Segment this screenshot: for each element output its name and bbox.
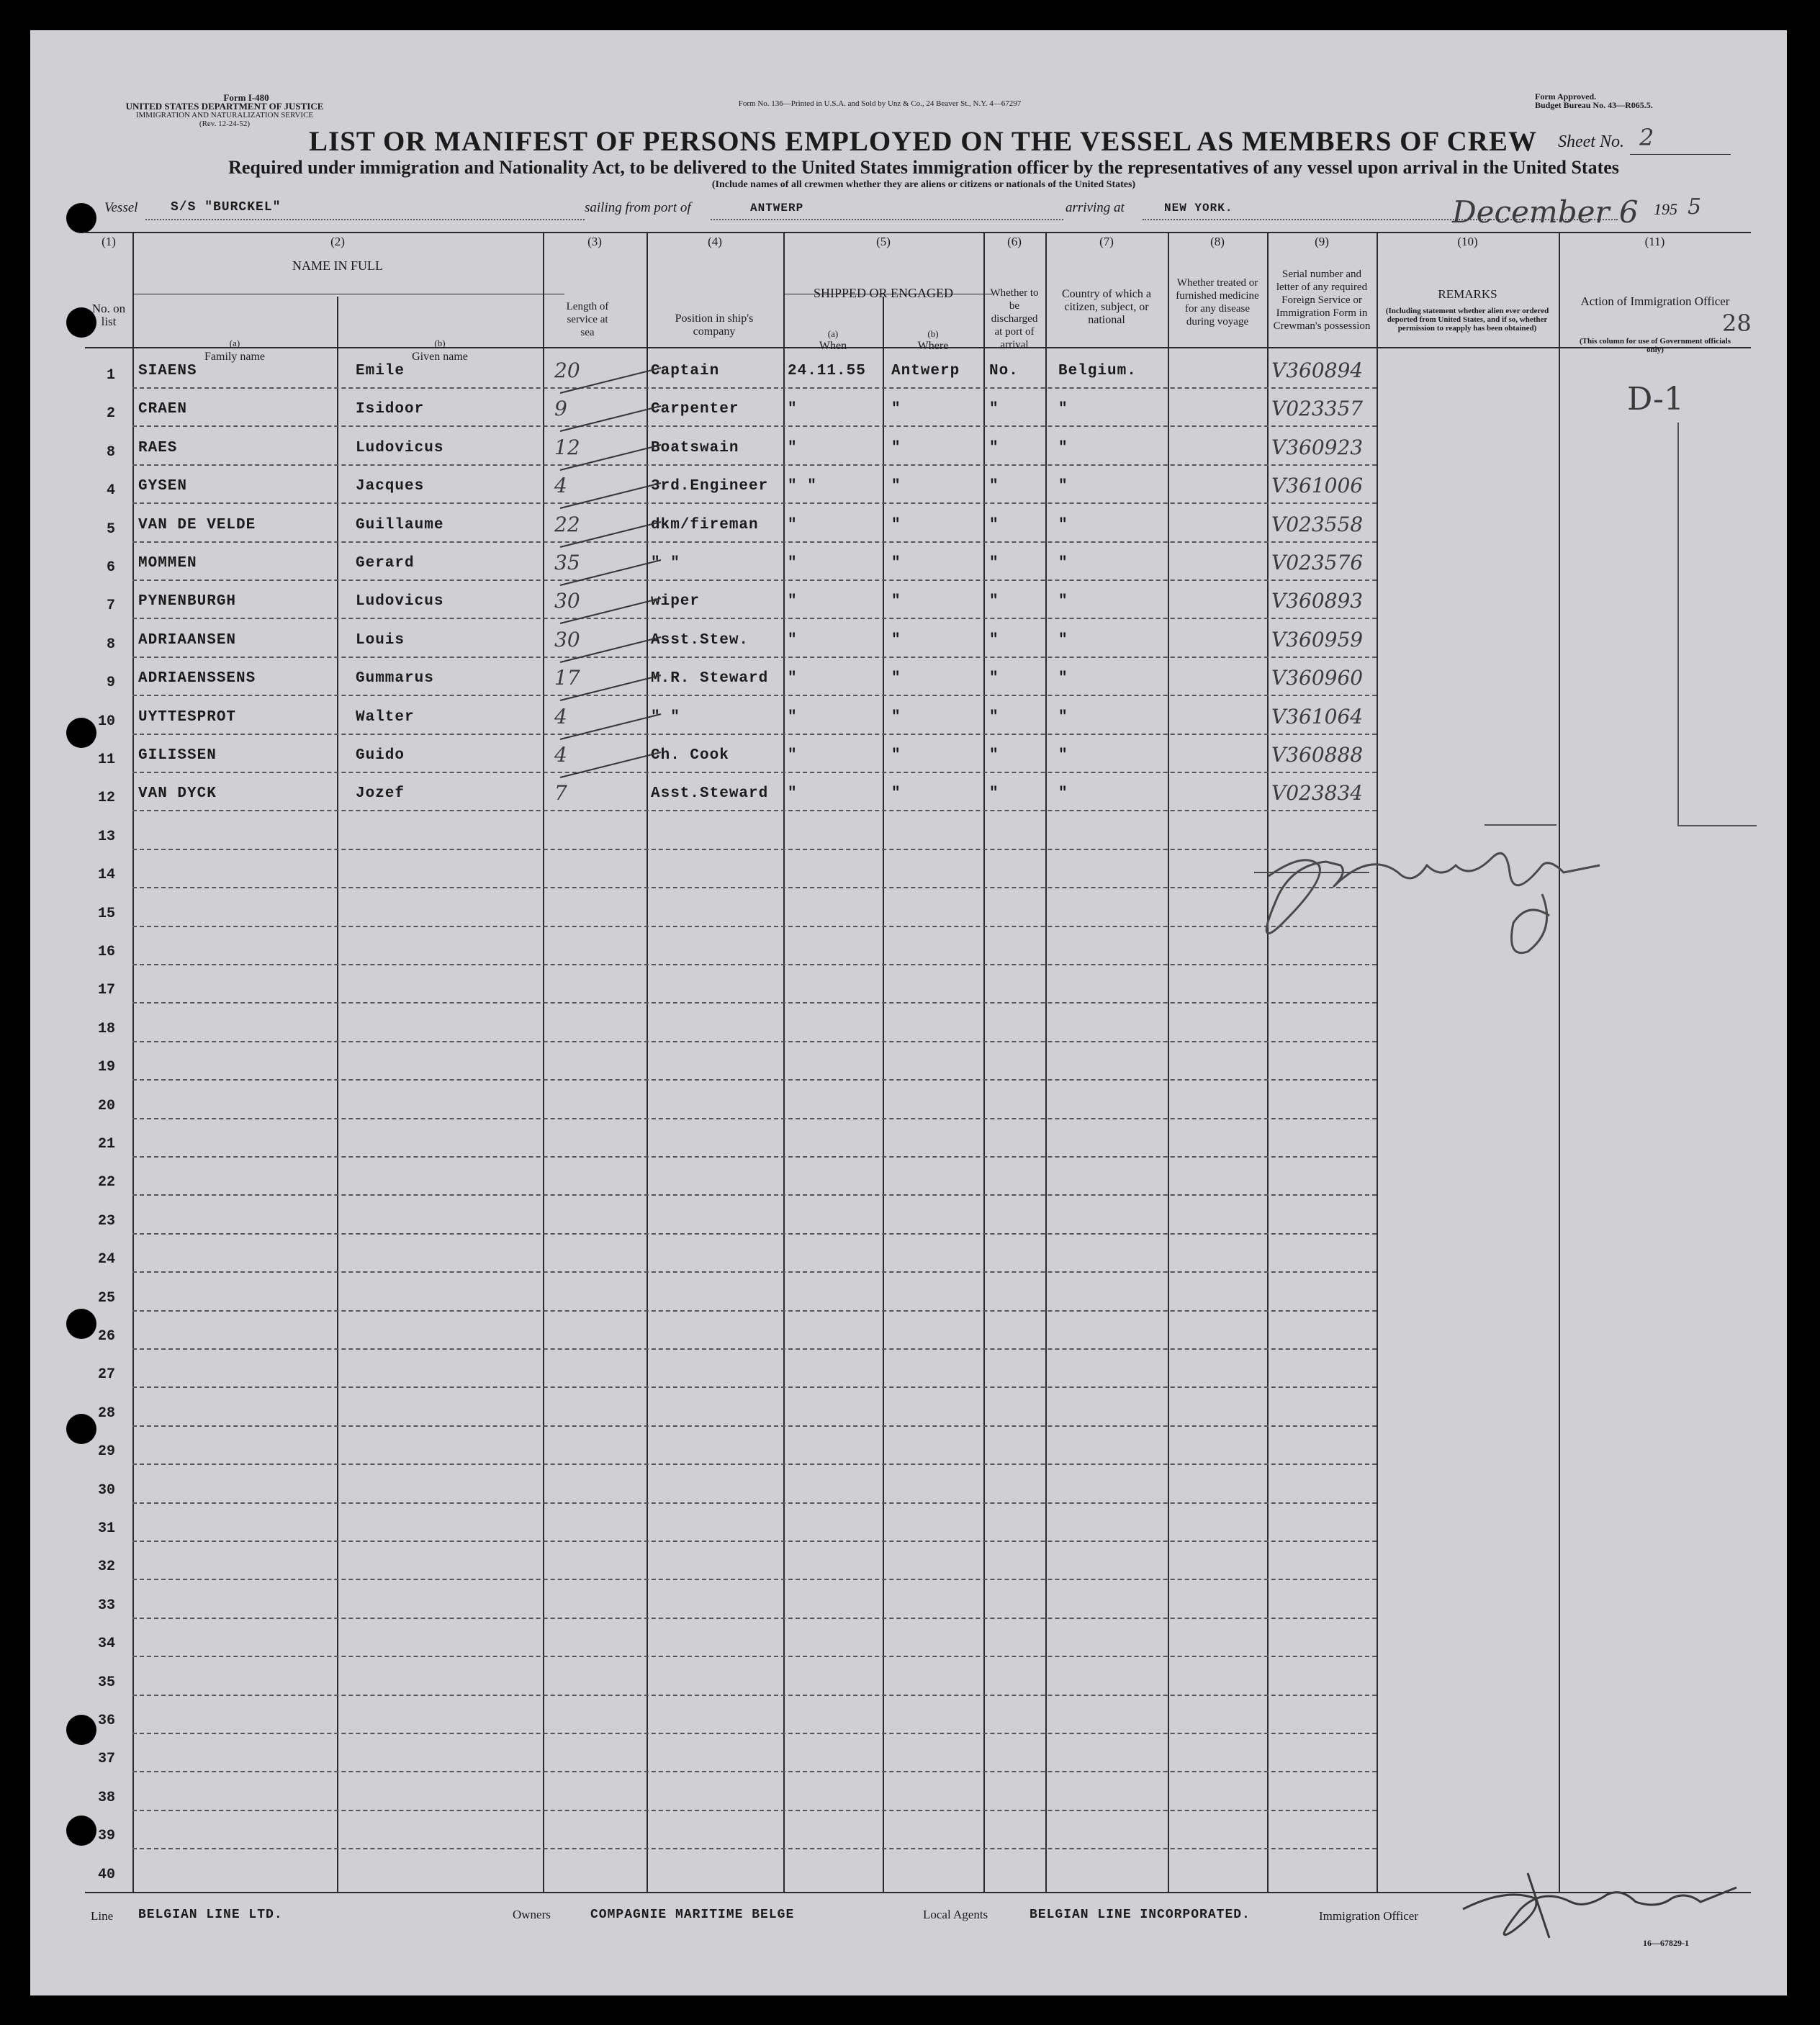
col-rule [1267, 232, 1269, 1892]
position-cell: " " [651, 555, 680, 572]
row-rule [132, 1618, 1377, 1619]
length-tick-mark [553, 518, 668, 554]
row-rule [132, 657, 1377, 658]
shipped-when-cell: " [788, 593, 798, 610]
country-cell: " [1058, 555, 1068, 572]
row-rule [132, 1848, 1377, 1849]
column-number: (6) [1007, 235, 1022, 248]
row-rule [132, 964, 1377, 965]
vessel-name: S/S "BURCKEL" [171, 200, 281, 215]
arriving-port: NEW YORK. [1164, 202, 1233, 215]
length-service-cell: 7 [554, 781, 567, 806]
arrival-date: December 6 [1452, 194, 1639, 230]
row-number: 7 [106, 597, 115, 615]
length-tick-mark [553, 595, 668, 631]
action-mark: D-1 [1627, 381, 1684, 418]
shipped-when-cell: " [788, 555, 798, 572]
serial-number-cell: V023576 [1271, 551, 1364, 574]
length-service-cell: 4 [554, 704, 567, 729]
row-rule [132, 541, 1377, 543]
department: UNITED STATES DEPARTMENT OF JUSTICE [125, 101, 324, 112]
given-name-cell: Jozef [356, 785, 405, 803]
discharged-cell: " [989, 631, 999, 649]
shipped-where-cell: " [891, 439, 901, 456]
position-cell: Asst.Stew. [651, 631, 749, 649]
shipped-where-cell: " [891, 670, 901, 687]
given-name-cell: Jacques [356, 478, 425, 495]
length-service-cell: 4 [554, 474, 567, 498]
sheet-underline [1630, 154, 1731, 155]
sailing-label: sailing from port of [585, 200, 691, 215]
header-serial: Serial number and letter of any required Foreign Service or Immigration Form in Crewman's possession [1273, 269, 1371, 332]
family-name-cell: RAES [138, 439, 178, 456]
serial-number-cell: V360888 [1271, 743, 1364, 767]
margin-number: 28 [1722, 310, 1752, 337]
shipped-where-cell: " [891, 747, 901, 764]
header-length-service: Length of service at sea [566, 301, 609, 338]
header-position: Position in ship's company [675, 312, 754, 338]
position-cell: Asst.Steward [651, 785, 769, 803]
row-rule [132, 1695, 1377, 1696]
row-number: 8 [106, 443, 115, 461]
header-b-label: (b) [434, 338, 446, 348]
length-service-cell: 17 [554, 666, 580, 690]
row-number: 8 [106, 636, 115, 653]
row-number: 12 [97, 790, 115, 807]
footer-owners-value: COMPAGNIE MARITIME BELGE [590, 1908, 795, 1922]
serial-number-cell: V361064 [1271, 704, 1364, 729]
row-number: 25 [97, 1289, 115, 1307]
country-cell: " [1058, 785, 1068, 803]
row-rule [132, 1425, 1377, 1427]
column-number: (9) [1315, 235, 1329, 248]
family-name-cell: VAN DYCK [138, 785, 217, 803]
position-cell: wiper [651, 593, 700, 610]
country-cell: " [1058, 401, 1068, 418]
row-rule [132, 1463, 1377, 1465]
shipped-when-cell: " [788, 401, 798, 418]
row-rule [132, 1156, 1377, 1158]
length-tick-mark [553, 479, 668, 515]
col-rule [1377, 232, 1378, 1892]
row-rule [132, 887, 1377, 888]
header-country: Country of which a citizen, subject, or national [1062, 288, 1151, 326]
row-number: 20 [97, 1097, 115, 1114]
serial-number-cell: V360894 [1271, 358, 1364, 382]
header-name-in-full: NAME IN FULL [292, 258, 383, 273]
discharged-cell: " [989, 439, 999, 456]
header-when-label: (a) [827, 328, 839, 339]
column-number: (11) [1644, 235, 1665, 248]
row-rule [132, 810, 1377, 811]
col-rule [1559, 232, 1560, 1892]
row-number: 24 [97, 1251, 115, 1268]
footer-signature [1449, 1859, 1751, 1952]
row-rule [132, 425, 1377, 427]
row-number: 29 [97, 1443, 115, 1461]
serial-number-cell: V023357 [1271, 397, 1364, 421]
row-rule [132, 1579, 1377, 1580]
discharged-cell: " [989, 708, 999, 726]
serial-number-cell: V361006 [1271, 474, 1364, 498]
row-number: 10 [97, 713, 115, 730]
row-rule [132, 1194, 1377, 1196]
length-service-cell: 12 [554, 435, 580, 459]
row-number: 38 [97, 1789, 115, 1806]
row-number: 5 [106, 520, 115, 538]
shipped-where-cell: " [891, 478, 901, 495]
position-cell: M.R. Steward [651, 670, 769, 687]
row-number: 34 [97, 1636, 115, 1653]
serial-number-cell: V360923 [1271, 435, 1364, 459]
length-tick-mark [553, 364, 668, 400]
row-rule [132, 464, 1377, 466]
footer-line-label: Line [91, 1909, 114, 1923]
shipped-where-cell: " [891, 785, 901, 803]
revision: (Rev. 12-24-52) [199, 119, 251, 128]
column-number: (3) [587, 235, 602, 248]
row-number: 22 [97, 1174, 115, 1191]
row-rule [132, 772, 1377, 773]
row-rule [132, 695, 1377, 696]
row-number: 36 [97, 1713, 115, 1729]
shipped-where-cell: " [891, 555, 901, 572]
shipped-when-cell: " [788, 631, 798, 649]
row-number: 4 [106, 482, 115, 500]
row-number: 33 [97, 1597, 115, 1614]
row-number: 16 [97, 944, 115, 960]
header-given-name: Given name [412, 351, 468, 363]
header-medicine: Whether treated or furnished medicine for any disease during voyage [1176, 277, 1259, 328]
length-tick-mark [553, 633, 668, 669]
row-rule [132, 1386, 1377, 1388]
length-tick-mark [553, 556, 668, 592]
row-rule [132, 1271, 1377, 1273]
col-rule [783, 232, 785, 1892]
family-name-cell: UYTTESPROT [138, 708, 237, 726]
row-number: 9 [106, 675, 115, 692]
discharged-cell: " [989, 401, 999, 418]
discharged-cell: " [989, 555, 999, 572]
row-rule [132, 1733, 1377, 1734]
form-id: Form I-480 [223, 92, 269, 103]
row-number: 17 [97, 982, 115, 999]
position-cell: Carpenter [651, 401, 739, 418]
sailing-port: ANTWERP [750, 202, 804, 215]
length-tick-mark [553, 672, 668, 708]
position-cell: Boatswain [651, 439, 739, 456]
header-remarks: REMARKS [1438, 287, 1497, 301]
given-name-cell: Ludovicus [356, 593, 444, 610]
column-number: (4) [708, 235, 722, 248]
row-rule [132, 1041, 1377, 1042]
family-name-cell: GYSEN [138, 478, 188, 495]
row-rule [132, 1656, 1377, 1657]
position-cell: Captain [651, 363, 720, 379]
country-cell: " [1058, 516, 1068, 533]
header-where-label: (b) [927, 328, 939, 339]
action-bracket-foot [1677, 825, 1757, 826]
length-service-cell: 9 [554, 397, 567, 421]
col-rule [543, 232, 544, 1892]
row-number: 27 [97, 1366, 115, 1384]
length-service-cell: 30 [554, 627, 580, 651]
budget-bureau: Budget Bureau No. 43—R065.5. [1535, 100, 1653, 110]
given-name-cell: Guido [356, 747, 405, 764]
column-number: (7) [1099, 235, 1114, 248]
length-service-cell: 4 [554, 743, 567, 767]
manifest-subnote: (Include names of all crewmen whether they are aliens or citizens or nationals of the United States) [711, 179, 1136, 190]
country-cell: " [1058, 747, 1068, 764]
serial-number-cell: V360893 [1271, 589, 1364, 613]
row-number: 15 [97, 905, 115, 922]
table-top-rule [85, 232, 1751, 233]
given-name-cell: Gerard [356, 555, 415, 572]
header-discharged: Whether to be discharged at port of arrival [990, 287, 1039, 351]
given-name-cell: Guillaume [356, 516, 444, 533]
column-number: (5) [876, 235, 891, 248]
length-tick-mark [553, 441, 668, 477]
length-service-cell: 30 [554, 589, 580, 613]
sheet-label: Sheet No. [1558, 132, 1624, 151]
row-number: 31 [97, 1520, 115, 1537]
given-name-cell: Gummarus [356, 670, 434, 687]
year-digit: 5 [1688, 194, 1702, 220]
column-number: (8) [1210, 235, 1225, 248]
position-cell: dkm/fireman [651, 516, 759, 533]
printer-note: Form No. 136—Printed in U.S.A. and Sold by Unz & Co., 24 Beaver St., N.Y. 4—67297 [738, 99, 1022, 108]
given-name-cell: Emile [356, 363, 405, 379]
row-number: 1 [106, 367, 115, 384]
position-cell: Ch. Cook [651, 747, 729, 764]
col-rule [983, 232, 985, 1892]
header-shipped: SHIPPED OR ENGAGED [813, 286, 953, 300]
row-rule [132, 502, 1377, 504]
manifest-page [30, 30, 1787, 1995]
col-rule [337, 297, 338, 1892]
row-rule [132, 1310, 1377, 1312]
length-service-cell: 22 [554, 512, 580, 536]
row-rule [132, 1233, 1377, 1235]
given-name-cell: Louis [356, 631, 405, 649]
row-number: 39 [97, 1828, 115, 1845]
row-number: 26 [97, 1328, 115, 1345]
year-prefix: 195 [1654, 200, 1677, 218]
column-number: (10) [1457, 235, 1478, 248]
row-rule [132, 1810, 1377, 1811]
row-number: 19 [97, 1059, 115, 1076]
shipped-when-cell: " " [788, 478, 817, 495]
shipped-when-cell: " [788, 747, 798, 764]
shipped-where-cell: " [891, 593, 901, 610]
footer-owners-label: Owners [513, 1908, 551, 1921]
row-number: 30 [97, 1481, 115, 1499]
row-number: 35 [97, 1674, 115, 1691]
row-rule [132, 1118, 1377, 1119]
discharged-cell: " [989, 478, 999, 495]
row-rule [132, 1771, 1377, 1772]
position-cell: 3rd.Engineer [651, 478, 769, 495]
row-rule [132, 1541, 1377, 1542]
row-rule [132, 849, 1377, 850]
length-tick-mark [553, 711, 668, 747]
row-number: 2 [106, 405, 115, 423]
row-number: 23 [97, 1212, 115, 1230]
col-rule [1168, 232, 1169, 1892]
shipped-when-cell: " [788, 670, 798, 687]
shipped-where-cell: " [891, 631, 901, 649]
sheet-number: 2 [1639, 124, 1654, 151]
row-rule [132, 1348, 1377, 1350]
country-cell: " [1058, 708, 1068, 726]
footer-form-code: 16—67829-1 [1643, 1938, 1689, 1948]
manifest-subtitle: Required under immigration and Nationality Act, to be delivered to the United States immigration officer by the representatives of any vessel upon arrival in the United States [228, 157, 1619, 178]
sailing-rule [711, 219, 1063, 220]
row-rule [132, 1002, 1377, 1004]
country-cell: " [1058, 631, 1068, 649]
row-rule [132, 926, 1377, 927]
discharged-cell: No. [989, 363, 1019, 379]
header-when: When [819, 340, 847, 352]
length-tick-mark [553, 749, 668, 785]
header-action-note: (This column for use of Government officials only) [1579, 337, 1731, 354]
discharged-cell: " [989, 593, 999, 610]
family-name-cell: GILISSEN [138, 747, 217, 764]
footer-line-value: BELGIAN LINE LTD. [138, 1908, 283, 1922]
col-rule [1045, 232, 1047, 1892]
family-name-cell: PYNENBURGH [138, 593, 237, 610]
row-number: 28 [97, 1404, 115, 1422]
column-number: (2) [330, 235, 345, 248]
punch-hole [66, 203, 96, 233]
shipped-where-cell: " [891, 401, 901, 418]
row-number: 18 [97, 1020, 115, 1037]
family-name-cell: VAN DE VELDE [138, 516, 256, 533]
header-a-label: (a) [229, 338, 240, 348]
country-cell: " [1058, 593, 1068, 610]
discharged-cell: " [989, 516, 999, 533]
country-cell: " [1058, 670, 1068, 687]
row-rule [132, 618, 1377, 619]
row-number: 6 [106, 559, 115, 576]
serial-number-cell: V360960 [1271, 666, 1364, 690]
shipped-when-cell: 24.11.55 [788, 363, 866, 379]
approval-note: Form Approved. [1535, 91, 1597, 102]
family-name-cell: CRAEN [138, 401, 188, 418]
manifest-title: LIST OR MANIFEST OF PERSONS EMPLOYED ON THE VESSEL AS MEMBERS OF CREW [309, 126, 1537, 157]
discharged-cell: " [989, 670, 999, 687]
family-name-cell: ADRIAANSEN [138, 631, 237, 649]
serial-number-cell: V023558 [1271, 512, 1364, 536]
length-service-cell: 20 [554, 358, 580, 382]
row-rule [132, 734, 1377, 735]
row-rule [132, 1502, 1377, 1504]
col-rule [883, 297, 884, 1892]
column-number: (1) [102, 235, 116, 248]
header-action: Action of Immigration Officer [1580, 294, 1730, 308]
discharged-cell: " [989, 747, 999, 764]
given-name-cell: Walter [356, 708, 415, 726]
row-number: 14 [97, 867, 115, 884]
footer-agents-value: BELGIAN LINE INCORPORATED. [1030, 1908, 1251, 1922]
shipped-when-cell: " [788, 516, 798, 533]
family-name-cell: SIAENS [138, 363, 197, 379]
row-number: 13 [97, 828, 115, 845]
footer-agents-label: Local Agents [923, 1908, 988, 1921]
serial-number-cell: V023834 [1271, 781, 1364, 806]
shipped-where-cell: " [891, 516, 901, 533]
row-rule [132, 579, 1377, 581]
country-cell: " [1058, 439, 1068, 456]
vessel-label: Vessel [104, 200, 138, 215]
vessel-rule [145, 219, 585, 220]
col-rule [132, 232, 134, 1892]
length-tick-mark [553, 402, 668, 438]
position-cell: " " [651, 708, 680, 726]
header-where: Where [917, 340, 949, 352]
shipped-when-cell: " [788, 785, 798, 803]
arriving-label: arriving at [1066, 200, 1125, 215]
row-number: 40 [97, 1866, 115, 1883]
country-cell: Belgium. [1058, 363, 1137, 379]
country-cell: " [1058, 478, 1068, 495]
footer-officer-label: Immigration Officer [1319, 1909, 1419, 1923]
given-name-cell: Isidoor [356, 401, 425, 418]
header-remarks-note: (Including statement whether alien ever ordered deported from United States, and if so, whether permission to reapply has been obtained) [1385, 307, 1549, 333]
header-family-name: Family name [204, 351, 265, 363]
officer-signature [1240, 822, 1614, 966]
serial-number-cell: V360959 [1271, 627, 1364, 651]
row-number: 32 [97, 1559, 115, 1576]
shipped-where-cell: Antwerp [891, 363, 960, 379]
shipped-when-cell: " [788, 708, 798, 726]
shipped-where-cell: " [891, 708, 901, 726]
row-rule [132, 1079, 1377, 1081]
row-number: 21 [97, 1136, 115, 1153]
given-name-cell: Ludovicus [356, 439, 444, 456]
discharged-cell: " [989, 785, 999, 803]
header-no-on-list: No. on list [91, 302, 126, 328]
family-name-cell: ADRIAENSSENS [138, 670, 256, 687]
family-name-cell: MOMMEN [138, 555, 197, 572]
length-service-cell: 35 [554, 551, 580, 574]
shipped-when-cell: " [788, 439, 798, 456]
row-number: 11 [97, 752, 115, 768]
action-bracket [1677, 423, 1679, 826]
row-number: 37 [97, 1751, 115, 1768]
row-rule [132, 387, 1377, 389]
service: IMMIGRATION AND NATURALIZATION SERVICE [135, 111, 314, 119]
